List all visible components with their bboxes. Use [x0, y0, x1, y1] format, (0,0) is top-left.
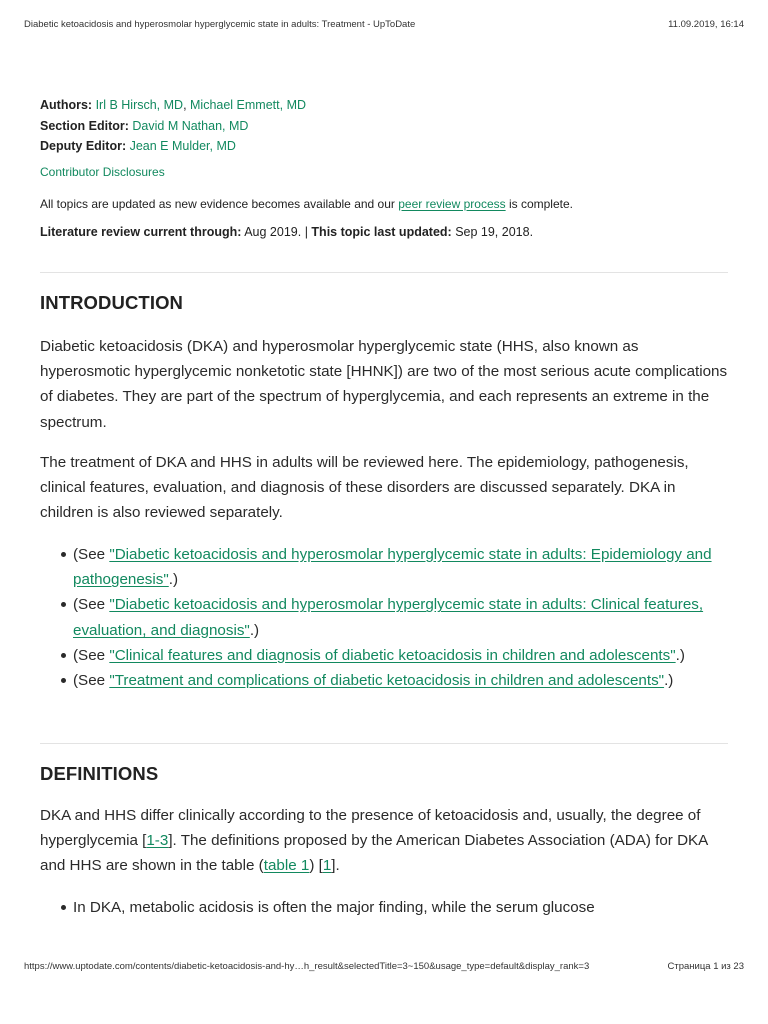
- definitions-text: ]. The definitions proposed by the American Diabetes Association (ADA) for DKA and HHS are shown in the table (: [40, 832, 708, 875]
- definitions-list: [40, 895, 740, 920]
- see-suffix: .): [664, 672, 674, 690]
- introduction-paragraph: The treatment of DKA and HHS in adults will be reviewed here. The epidemiology, pathogenesis, clinical features, evaluation, and diagnosis of these disorders are discussed separately. DKA in children is also reviewed separately.: [40, 454, 689, 522]
- print-datetime: 11.09.2019, 16:14: [668, 19, 744, 30]
- update-note: [40, 195, 730, 213]
- update-note-text-end: is complete.: [505, 196, 573, 211]
- last-updated-label: This topic last updated:: [311, 224, 452, 239]
- reference-link[interactable]: 1: [322, 857, 332, 875]
- lit-review-label: Literature review current through:: [40, 224, 242, 239]
- disclosures-row: [40, 163, 730, 181]
- topic-link[interactable]: "Diabetic ketoacidosis and hyperosmolar hyperglycemic state in adults: Epidemiology and pathogenesis": [73, 546, 712, 589]
- list-item: [40, 668, 740, 693]
- section-editor-line: [40, 116, 730, 137]
- see-suffix: .): [675, 646, 685, 664]
- definitions-text: ].: [331, 857, 340, 875]
- topic-link[interactable]: "Diabetic ketoacidosis and hyperosmolar hyperglycemic state in adults: Clinical features, evaluation, and diagnosis": [73, 596, 704, 639]
- see-prefix: (See: [73, 646, 110, 664]
- definitions-text: ) [: [309, 857, 323, 875]
- deputy-editor-line: [40, 136, 730, 157]
- list-item: [40, 592, 740, 642]
- see-suffix: .): [249, 621, 260, 639]
- list-item: [40, 643, 740, 668]
- author-link[interactable]: Irl B Hirsch, MD: [95, 98, 184, 112]
- print-url: https://www.uptodate.com/contents/diabetic-ketoacidosis-and-hy…h_result&selectedTitle=3~150&usage_type=default&display_rank=3: [24, 961, 590, 972]
- see-prefix: (See: [73, 546, 110, 563]
- last-updated-value: Sep 19, 2018.: [451, 224, 534, 239]
- definitions-paragraph: [40, 803, 730, 879]
- definitions-text: DKA and HHS differ clinically according to the presence of ketoacidosis and, usually, the degree of hyperglycemia [: [40, 807, 701, 850]
- section-editor-link[interactable]: David M Nathan, MD: [132, 118, 249, 133]
- see-also-list: [40, 542, 740, 693]
- introduction-heading: INTRODUCTION: [40, 292, 184, 313]
- table-link[interactable]: table 1: [263, 857, 310, 875]
- section-divider: [40, 743, 728, 744]
- reference-link[interactable]: 1-3: [146, 832, 169, 850]
- authors-line: [40, 95, 730, 116]
- deputy-editor-label: Deputy Editor:: [40, 139, 127, 153]
- see-suffix: .): [168, 571, 179, 589]
- deputy-editor-link[interactable]: Jean E Mulder, MD: [129, 139, 236, 153]
- topic-link[interactable]: "Clinical features and diagnosis of diabetic ketoacidosis in children and adolescents": [109, 646, 676, 664]
- introduction-paragraph: Diabetic ketoacidosis (DKA) and hyperosmolar hyperglycemic state (HHS, also known as hyperosmotic hyperglycemic nonketotic state [HHNK]) are two of the most serious acute complications of diabetes. They are part of the spectrum of hyperglycemia, and each represents an extreme in the spectrum.: [40, 338, 728, 431]
- authors-label: Authors:: [40, 98, 93, 112]
- list-item: [40, 542, 740, 592]
- definitions-heading: DEFINITIONS: [40, 763, 159, 784]
- section-editor-label: Section Editor:: [40, 118, 129, 133]
- topic-metadata: [40, 95, 730, 241]
- update-note-text: All topics are updated as new evidence becomes available and our: [40, 196, 399, 211]
- topic-link[interactable]: "Treatment and complications of diabetic ketoacidosis in children and adolescents": [109, 672, 665, 690]
- see-prefix: (See: [73, 672, 110, 690]
- author-link[interactable]: Michael Emmett, MD: [190, 98, 307, 112]
- peer-review-link[interactable]: peer review process: [398, 196, 506, 211]
- print-header: [24, 19, 744, 33]
- section-divider: [40, 272, 728, 273]
- lit-review-value: Aug 2019. |: [241, 224, 312, 239]
- print-page-number: Страница 1 из 23: [667, 961, 744, 972]
- print-page-title: Diabetic ketoacidosis and hyperosmolar hyperglycemic state in adults: Treatment - UpToDate: [24, 19, 416, 30]
- list-item: In DKA, metabolic acidosis is often the major finding, while the serum glucose: [40, 895, 740, 920]
- print-footer: [24, 961, 744, 975]
- review-dates: [40, 223, 730, 241]
- authors-separator: ,: [183, 98, 191, 112]
- contributor-disclosures-link[interactable]: Contributor Disclosures: [40, 164, 165, 179]
- see-prefix: (See: [73, 596, 110, 614]
